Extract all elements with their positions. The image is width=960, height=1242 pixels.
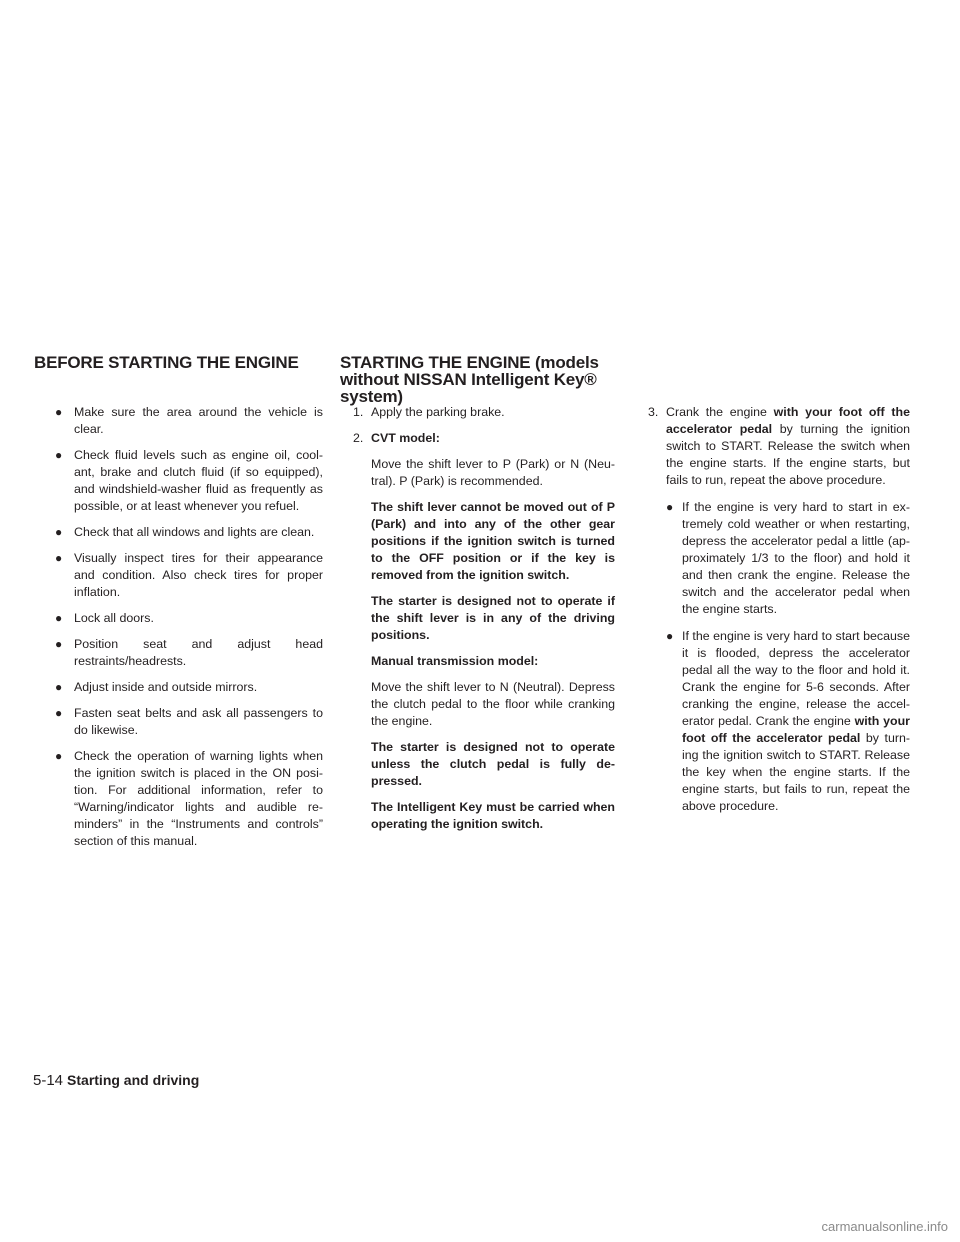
- bullet-icon: ●: [55, 749, 63, 763]
- paragraph: Move the shift lever to N (Neutral). Depress the clutch pedal to the floor while cranking the engine.: [371, 680, 615, 728]
- warning-paragraph: The starter is designed not to operate unless the clutch pedal is fully de-pressed.: [371, 740, 615, 788]
- warning-paragraph: The starter is designed not to operate if the shift lever is in any of the driving positions.: [371, 594, 615, 642]
- list-item: ● Visually inspect tires for their appearance and condition. Also check tires for proper inflation.: [55, 551, 323, 599]
- right-column: [648, 404, 910, 825]
- step-text: Crank the engine with your foot off the accelerator pedal by turning the ignition switch to START. Release the switch when the engine starts. If the engine starts, but fails to run, repeat the above procedure.: [666, 405, 911, 487]
- bullet-icon: ●: [55, 448, 63, 462]
- list-item: ● Check that all windows and lights are clean.: [55, 525, 315, 539]
- sub-list: [648, 499, 910, 815]
- bullet-icon: ●: [55, 637, 63, 651]
- bullet-icon: ●: [55, 405, 63, 419]
- page-number: 5-14: [33, 1072, 64, 1089]
- step-3: [648, 404, 910, 489]
- page-footer: [33, 1071, 199, 1090]
- section-heading-before-starting: BEFORE STARTING THE ENGINE: [34, 353, 299, 372]
- list-item: ● Make sure the area around the vehicle is clear.: [55, 405, 323, 436]
- section-heading-starting-engine: STARTING THE ENGINE (models without NISSAN Intelligent Key® system): [340, 353, 599, 406]
- step-number: 3.: [648, 405, 659, 419]
- list-item: ● If the engine is very hard to start because it is flooded, depress the accelerator pedal all the way to the floor and hold it. Crank the engine for 5-6 seconds. After cranking the engine, release the accel-erator pedal. Crank the engine with your foot off the accelerator pedal by turn-ing the ignition switch to START. Release the key when the engine starts. If the engine starts, but fails to run, repeat the above procedure.: [666, 629, 911, 813]
- step-title: CVT model:: [371, 431, 440, 445]
- checklist: [50, 404, 323, 850]
- bullet-icon: ●: [666, 629, 674, 643]
- list-item: ● If the engine is very hard to start in ex-tremely cold weather or when restarting, depress the accelerator pedal a little (ap-proximately 1/3 to the floor) and hold it and then crank the engine. Release the switch and the accelerator pedal when the engine starts.: [666, 500, 910, 616]
- step-2: [353, 430, 615, 447]
- bullet-icon: ●: [55, 706, 63, 720]
- bullet-icon: ●: [55, 611, 63, 625]
- step-1: [353, 404, 615, 421]
- warning-paragraph: The shift lever cannot be moved out of P (Park) and into any of the other gear positions if the ignition switch is turned to the OFF position or if the key is removed from the ignition switch.: [371, 500, 615, 582]
- bullet-icon: ●: [55, 680, 63, 694]
- left-column: [50, 404, 323, 859]
- paragraph: Move the shift lever to P (Park) or N (Neu-tral). P (Park) is recommended.: [371, 457, 615, 488]
- watermark: carmanualsonline.info: [821, 1219, 948, 1234]
- list-item: ● Adjust inside and outside mirrors.: [55, 680, 258, 694]
- middle-column: [353, 404, 615, 842]
- bullet-icon: ●: [666, 500, 674, 514]
- bullet-icon: ●: [55, 525, 63, 539]
- warning-paragraph: The Intelligent Key must be carried when operating the ignition switch.: [371, 800, 615, 831]
- list-item: ● Lock all doors.: [55, 611, 154, 625]
- list-item: ● Check fluid levels such as engine oil, cool-ant, brake and clutch fluid (if so equipped), and windshield-washer fluid as frequently as possible, or at least whenever you refuel.: [55, 448, 323, 513]
- bullet-icon: ●: [55, 551, 63, 565]
- step-number: 1.: [353, 405, 364, 419]
- section-name: Starting and driving: [67, 1072, 200, 1088]
- subheading-manual-transmission: Manual transmission model:: [371, 654, 539, 668]
- list-item: ● Check the operation of warning lights when the ignition switch is placed in the ON posi-tion. For additional information, refer to “Warning/indicator lights and audible re-minders” in the “Instruments and controls” section of this manual.: [55, 749, 323, 848]
- step-number: 2.: [353, 431, 364, 445]
- list-item: ● Position seat and adjust head restraints/headrests.: [55, 637, 323, 668]
- list-item: ● Fasten seat belts and ask all passengers to do likewise.: [55, 706, 323, 737]
- step-text: Apply the parking brake.: [371, 405, 505, 419]
